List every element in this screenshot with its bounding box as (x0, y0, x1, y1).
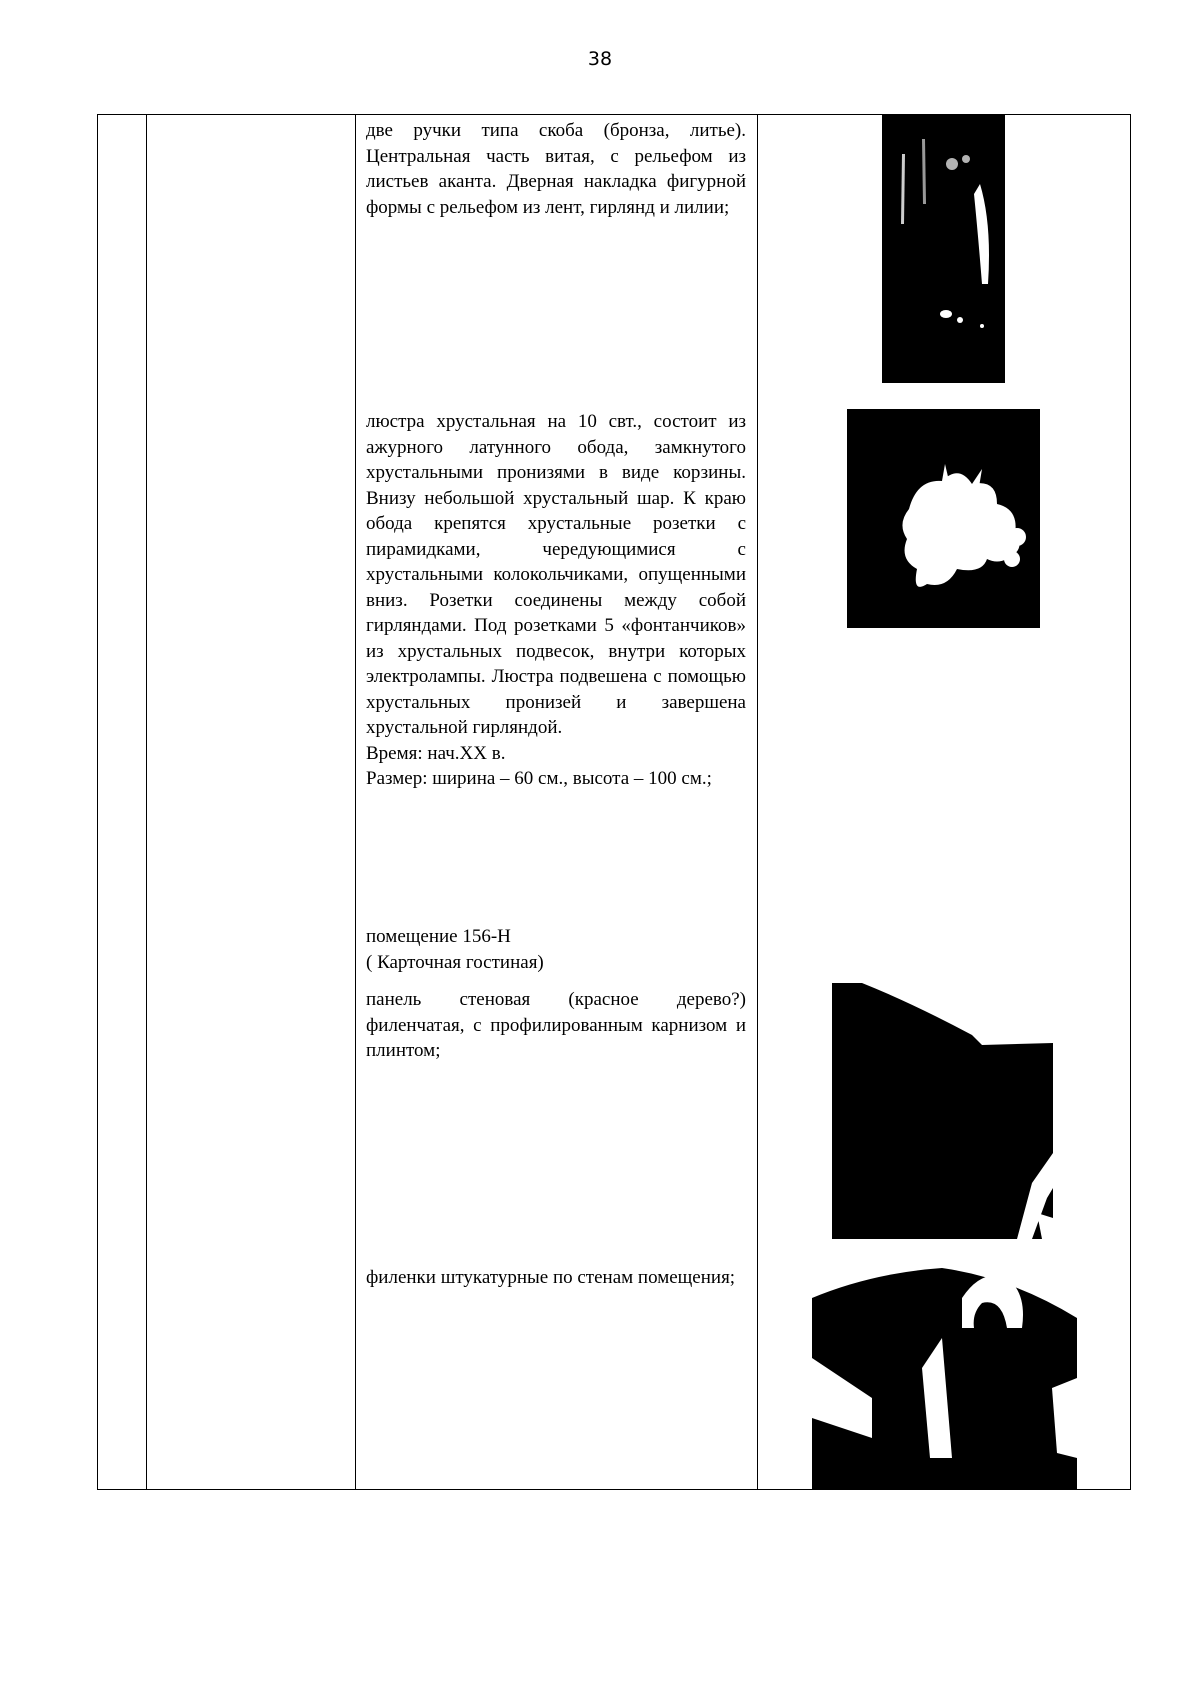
entry-text: панель стеновая (красное дерево?) филенчатая, с профилированным карнизом и плинтом; (366, 989, 746, 1061)
entry-wall-panel (366, 987, 746, 1064)
entry-text: филенки штукатурные по стенам помещения; (366, 1267, 736, 1288)
entry-text: люстра хрустальная на 10 свт., состоит из ажурного латунного обода, замкнутого хрустальными пронизями в виде корзины. Внизу небольшой хрустальный шар. К краю обода крепятся хрустальные розетки с пирамидками, чередующимися с хрустальными колокольчиками, опущенными вниз. Розетки соединены между собой гирляндами. Под розетками 5 «фонтанчиков» из хрустальных подвесок, внутри которых электролампы. Люстра подвешена с помощью хрустальных пронизей и завершена хрустальной гирляндой. (366, 411, 746, 738)
entry-door-handles (366, 118, 746, 220)
entry-size: Размер: ширина – 60 см., высота – 100 см.; (366, 768, 712, 789)
chandelier-photo (847, 409, 1040, 628)
entry-plaster-panels (366, 1265, 746, 1291)
page-number: 38 (587, 48, 613, 70)
door-handle-photo (882, 114, 1005, 383)
wall-panel-photo (832, 983, 1053, 1239)
room-title: ( Карточная гостиная) (366, 951, 544, 973)
column-divider-1 (146, 114, 147, 1490)
room-heading (366, 924, 746, 975)
plaster-panels-photo (812, 1258, 1077, 1490)
entry-date: Время: нач.XX в. (366, 742, 506, 764)
entry-text: две ручки типа скоба (бронза, литье). Центральная часть витая, с рельефом из листьев аканта. Дверная накладка фигурной формы с рельефом из лент, гирлянд и лилии; (366, 120, 746, 218)
column-divider-3 (757, 114, 758, 1490)
entry-chandelier (366, 409, 746, 792)
room-number: помещение 156-Н (366, 926, 511, 947)
column-divider-2 (355, 114, 356, 1490)
